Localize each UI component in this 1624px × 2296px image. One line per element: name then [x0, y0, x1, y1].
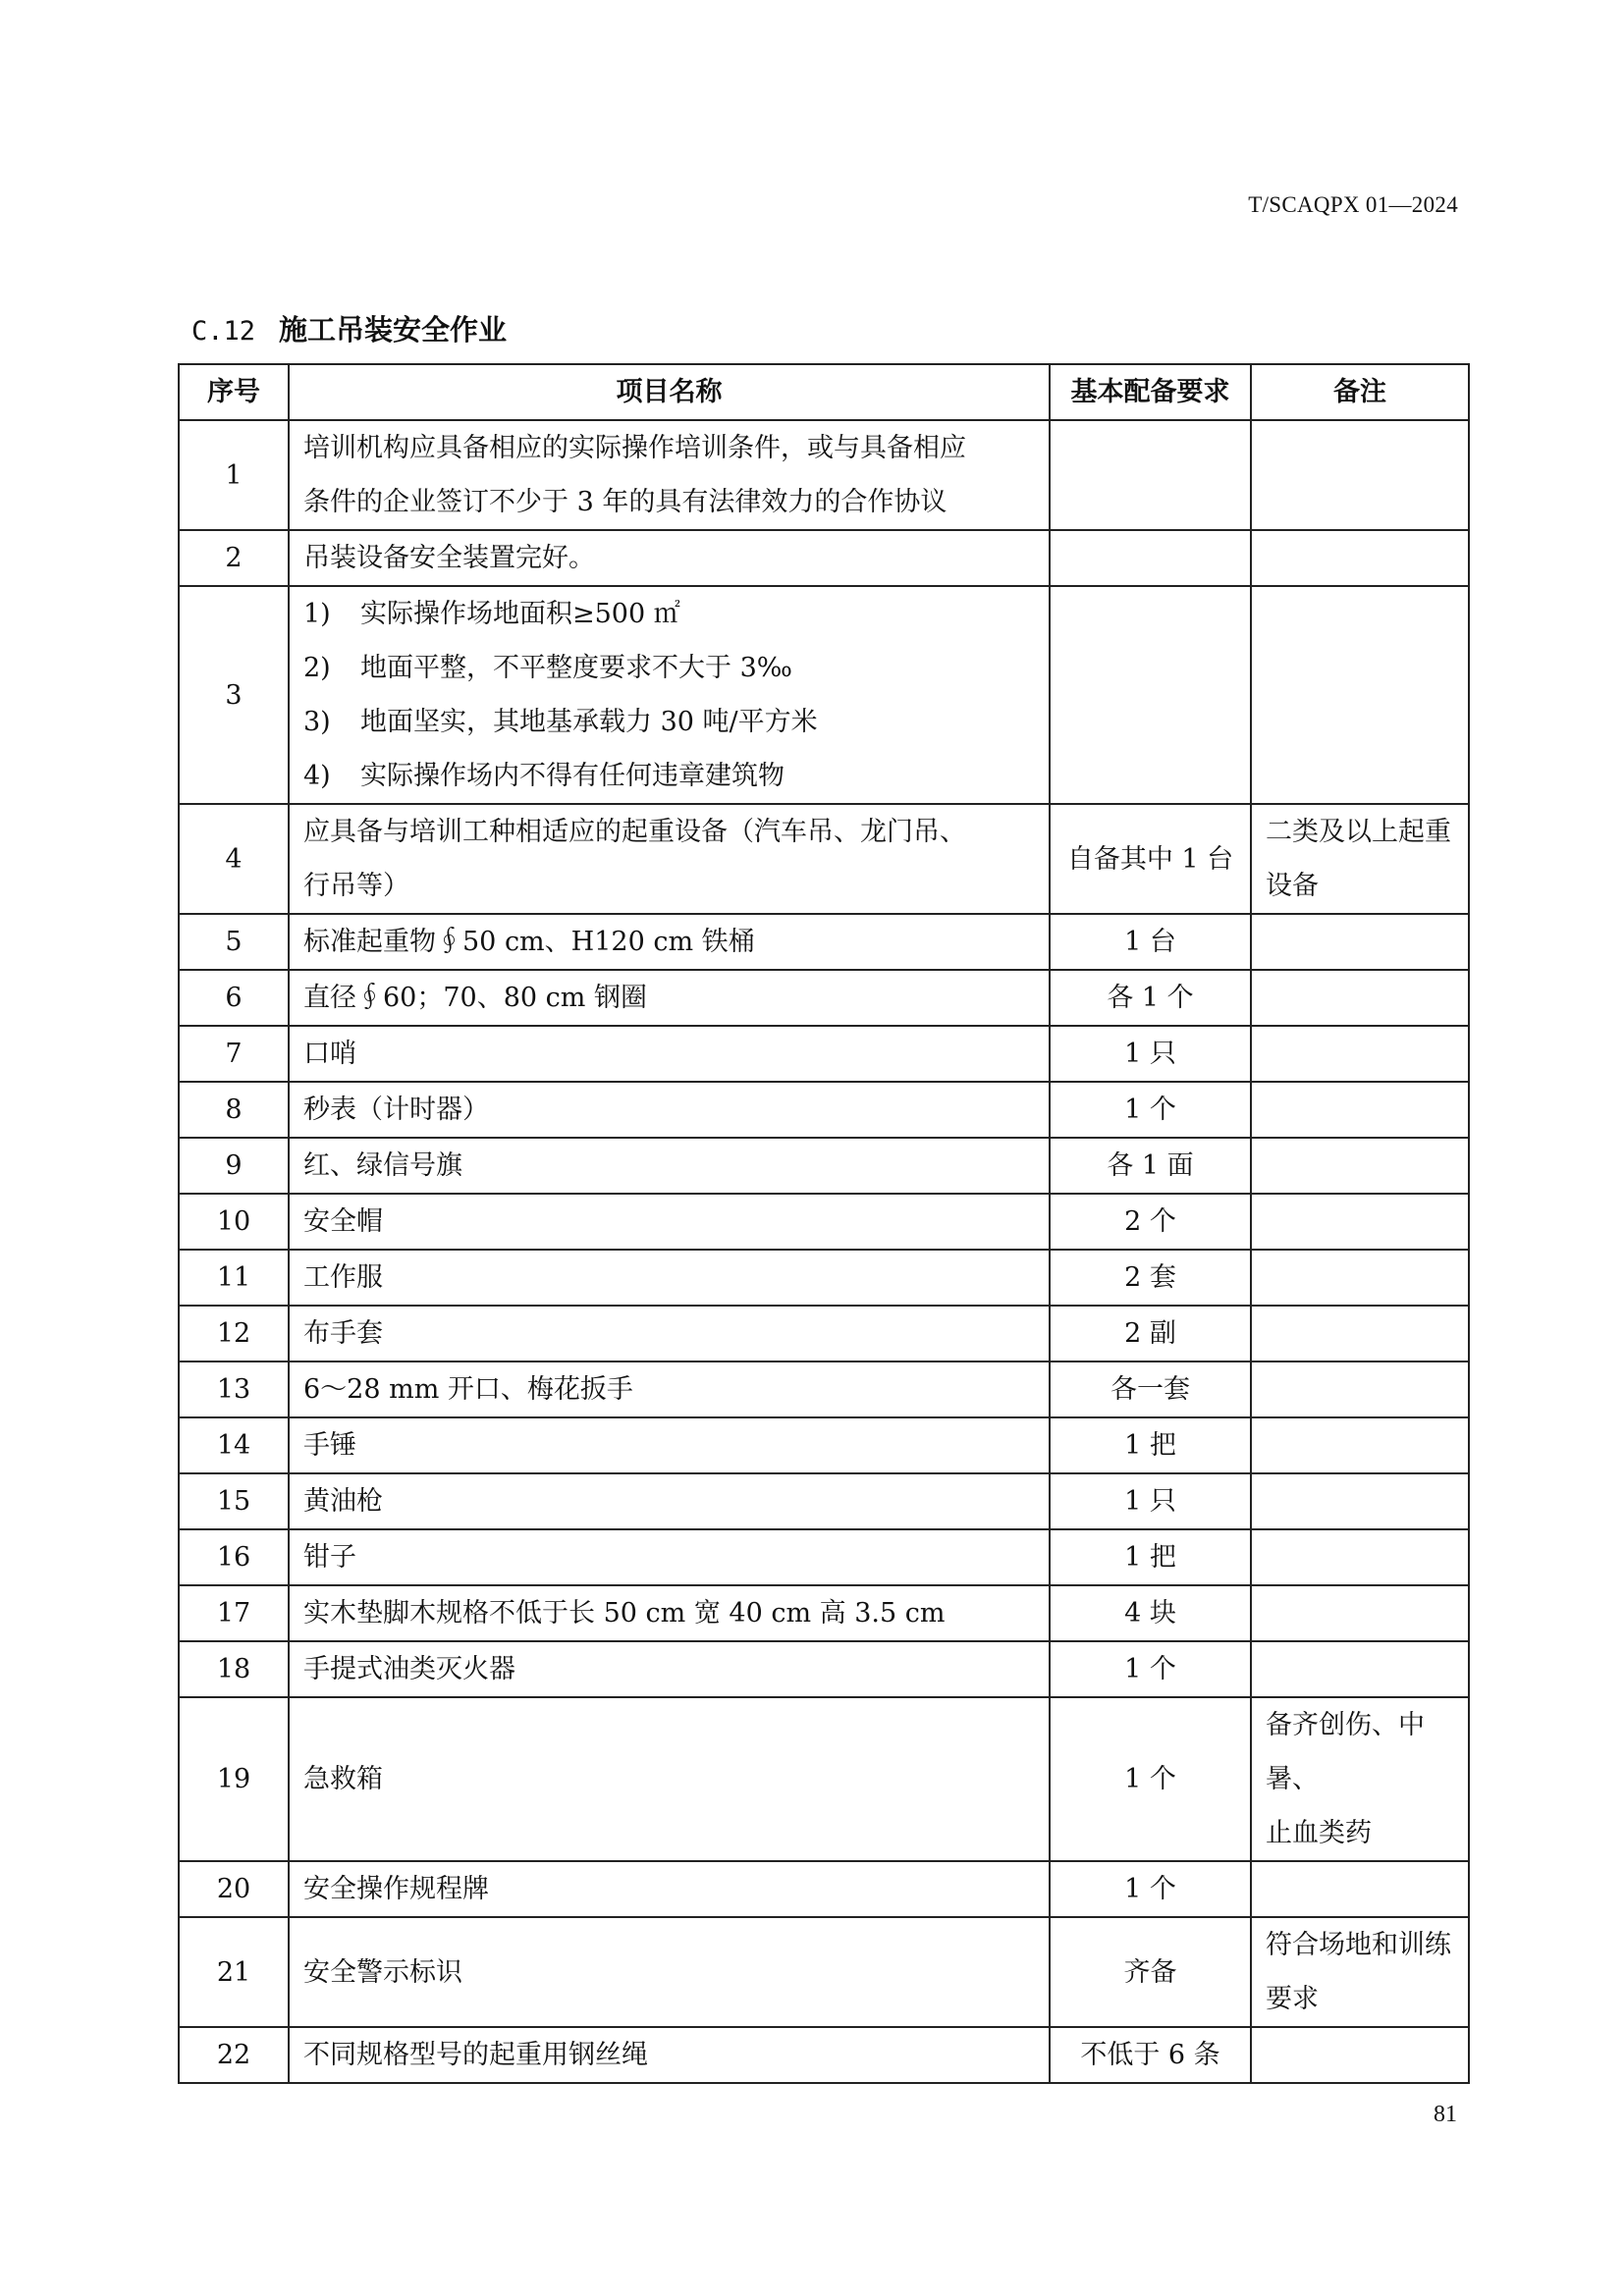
row-remark [1251, 1917, 1469, 2027]
name-line: 条件的企业签订不少于 3 年的具有法律效力的合作协议 [303, 487, 947, 517]
row-seq: 10 [179, 1194, 289, 1250]
name-line: 红、绿信号旗 [303, 1150, 462, 1181]
table-row [179, 586, 1469, 804]
row-seq: 20 [179, 1861, 289, 1917]
row-seq: 2 [179, 530, 289, 586]
row-seq: 8 [179, 1082, 289, 1138]
row-seq: 21 [179, 1917, 289, 2027]
remark-line: 二类及以上起重 [1266, 817, 1451, 847]
name-line: 黄油枪 [303, 1486, 383, 1517]
row-remark [1251, 1417, 1469, 1473]
row-seq: 19 [179, 1697, 289, 1861]
row-remark [1251, 530, 1469, 586]
row-item-name [289, 2027, 1050, 2083]
row-seq: 11 [179, 1250, 289, 1306]
row-remark [1251, 1585, 1469, 1641]
row-remark [1251, 420, 1469, 530]
row-remark [1251, 1026, 1469, 1082]
list-item [303, 587, 1035, 641]
name-line: 工作服 [303, 1262, 383, 1293]
page-number: 81 [1434, 2102, 1457, 2127]
header-item-name: 项目名称 [289, 364, 1050, 420]
list-item [303, 749, 1035, 803]
remark-line: 止血类药 [1266, 1818, 1372, 1848]
name-line: 布手套 [303, 1318, 383, 1349]
row-remark [1251, 1306, 1469, 1362]
header-seq: 序号 [179, 364, 289, 420]
section-number: C.12 [191, 316, 256, 347]
row-item-name [289, 586, 1050, 804]
row-requirement: 各 1 面 [1050, 1138, 1251, 1194]
row-requirement: 2 个 [1050, 1194, 1251, 1250]
row-seq: 22 [179, 2027, 289, 2083]
table-row [179, 1529, 1469, 1585]
name-line: 安全警示标识 [303, 1956, 462, 1988]
header-remark: 备注 [1251, 364, 1469, 420]
row-requirement: 1 只 [1050, 1026, 1251, 1082]
name-line: 钳子 [303, 1542, 356, 1573]
table-row [179, 970, 1469, 1026]
table-row [179, 420, 1469, 530]
row-remark [1251, 586, 1469, 804]
name-line: 安全操作规程牌 [303, 1874, 489, 1904]
list-text: 地面平整，不平整度要求不大于 3‰ [360, 653, 792, 683]
row-requirement: 齐备 [1050, 1917, 1251, 2027]
table-row [179, 1026, 1469, 1082]
row-item-name [289, 970, 1050, 1026]
row-item-name [289, 1082, 1050, 1138]
table-row [179, 1082, 1469, 1138]
row-requirement: 1 个 [1050, 1082, 1251, 1138]
row-seq: 5 [179, 914, 289, 970]
row-seq: 4 [179, 804, 289, 914]
list-text: 地面坚实，其地基承载力 30 吨/平方米 [360, 707, 818, 737]
remark-line: 要求 [1266, 1984, 1319, 2014]
row-item-name [289, 1529, 1050, 1585]
row-requirement [1050, 530, 1251, 586]
list-item [303, 641, 1035, 695]
table-row [179, 2027, 1469, 2083]
name-line: 吊装设备安全装置完好。 [303, 543, 595, 573]
row-item-name [289, 1641, 1050, 1697]
row-requirement: 各一套 [1050, 1362, 1251, 1417]
row-requirement: 1 台 [1050, 914, 1251, 970]
equipment-table [178, 363, 1470, 2084]
table-row [179, 1194, 1469, 1250]
row-item-name [289, 1362, 1050, 1417]
row-remark [1251, 804, 1469, 914]
row-remark [1251, 970, 1469, 1026]
remark-line: 备齐创伤、中暑、 [1266, 1710, 1425, 1794]
row-remark [1251, 1082, 1469, 1138]
table-row [179, 1641, 1469, 1697]
row-requirement: 2 副 [1050, 1306, 1251, 1362]
table-row [179, 914, 1469, 970]
row-item-name [289, 530, 1050, 586]
header-requirement: 基本配备要求 [1050, 364, 1251, 420]
row-remark [1251, 1861, 1469, 1917]
list-marker: 4) [303, 761, 331, 791]
list-marker: 1) [303, 599, 331, 629]
row-requirement: 2 套 [1050, 1250, 1251, 1306]
name-line: 6～28 mm 开口、梅花扳手 [303, 1374, 633, 1405]
list-text: 实际操作场地面积≥500 ㎡ [360, 599, 680, 629]
row-requirement: 不低于 6 条 [1050, 2027, 1251, 2083]
row-seq: 18 [179, 1641, 289, 1697]
table-row [179, 1306, 1469, 1362]
row-item-name [289, 1138, 1050, 1194]
name-line: 应具备与培训工种相适应的起重设备（汽车吊、龙门吊、 [303, 817, 966, 847]
document-code: T/SCAQPX 01—2024 [1248, 192, 1458, 217]
row-requirement: 1 个 [1050, 1641, 1251, 1697]
remark-line: 符合场地和训练 [1266, 1930, 1451, 1960]
section-heading [191, 308, 507, 348]
row-remark [1251, 1362, 1469, 1417]
row-requirement: 1 个 [1050, 1697, 1251, 1861]
name-line: 手锤 [303, 1430, 356, 1461]
table-row [179, 1417, 1469, 1473]
row-seq: 15 [179, 1473, 289, 1529]
row-requirement: 4 块 [1050, 1585, 1251, 1641]
table-row [179, 1585, 1469, 1641]
row-item-name [289, 1697, 1050, 1861]
row-requirement: 1 把 [1050, 1529, 1251, 1585]
table-header-row [179, 364, 1469, 420]
name-line: 安全帽 [303, 1206, 383, 1237]
table-row [179, 530, 1469, 586]
row-seq: 12 [179, 1306, 289, 1362]
section-title: 施工吊装安全作业 [279, 313, 508, 347]
table-row [179, 1917, 1469, 2027]
row-seq: 17 [179, 1585, 289, 1641]
table-row [179, 804, 1469, 914]
table-row [179, 1250, 1469, 1306]
name-line: 手提式油类灭火器 [303, 1654, 515, 1684]
remark-line: 设备 [1266, 871, 1319, 901]
table-body [179, 420, 1469, 2083]
row-requirement: 1 个 [1050, 1861, 1251, 1917]
row-remark [1251, 1529, 1469, 1585]
table-row [179, 1697, 1469, 1861]
name-line: 秒表（计时器） [303, 1095, 489, 1125]
row-seq: 14 [179, 1417, 289, 1473]
name-line: 行吊等） [303, 871, 409, 901]
row-seq: 7 [179, 1026, 289, 1082]
name-line: 实木垫脚木规格不低于长 50 cm 宽 40 cm 高 3.5 cm [303, 1598, 946, 1629]
row-item-name [289, 1417, 1050, 1473]
table-row [179, 1473, 1469, 1529]
name-line: 培训机构应具备相应的实际操作培训条件，或与具备相应 [303, 433, 966, 463]
row-remark [1251, 1473, 1469, 1529]
name-line: 不同规格型号的起重用钢丝绳 [303, 2040, 648, 2070]
row-item-name [289, 1026, 1050, 1082]
row-seq: 1 [179, 420, 289, 530]
row-requirement: 1 只 [1050, 1473, 1251, 1529]
row-requirement: 1 把 [1050, 1417, 1251, 1473]
table-row [179, 1362, 1469, 1417]
row-seq: 13 [179, 1362, 289, 1417]
row-requirement [1050, 420, 1251, 530]
list-item [303, 695, 1035, 749]
row-seq: 6 [179, 970, 289, 1026]
row-requirement: 自备其中 1 台 [1050, 804, 1251, 914]
table-row [179, 1138, 1469, 1194]
list-marker: 2) [303, 653, 331, 683]
name-line: 标准起重物∮50 cm、H120 cm 铁桶 [303, 927, 755, 957]
row-item-name [289, 1306, 1050, 1362]
row-item-name [289, 1250, 1050, 1306]
list-text: 实际操作场内不得有任何违章建筑物 [360, 761, 785, 791]
list-marker: 3) [303, 707, 331, 737]
name-line: 急救箱 [303, 1764, 383, 1794]
row-remark [1251, 1250, 1469, 1306]
row-remark [1251, 2027, 1469, 2083]
name-line: 口哨 [303, 1039, 356, 1069]
row-item-name [289, 1917, 1050, 2027]
row-item-name [289, 1585, 1050, 1641]
row-remark [1251, 914, 1469, 970]
row-remark [1251, 1697, 1469, 1861]
name-line: 直径∮60；70、80 cm 钢圈 [303, 983, 647, 1013]
row-seq: 3 [179, 586, 289, 804]
row-item-name [289, 420, 1050, 530]
row-item-name [289, 914, 1050, 970]
table-row [179, 1861, 1469, 1917]
row-item-name [289, 1861, 1050, 1917]
row-remark [1251, 1194, 1469, 1250]
row-remark [1251, 1641, 1469, 1697]
row-requirement [1050, 586, 1251, 804]
row-item-name [289, 804, 1050, 914]
row-item-name [289, 1473, 1050, 1529]
row-seq: 9 [179, 1138, 289, 1194]
row-seq: 16 [179, 1529, 289, 1585]
row-requirement: 各 1 个 [1050, 970, 1251, 1026]
row-item-name [289, 1194, 1050, 1250]
row-remark [1251, 1138, 1469, 1194]
